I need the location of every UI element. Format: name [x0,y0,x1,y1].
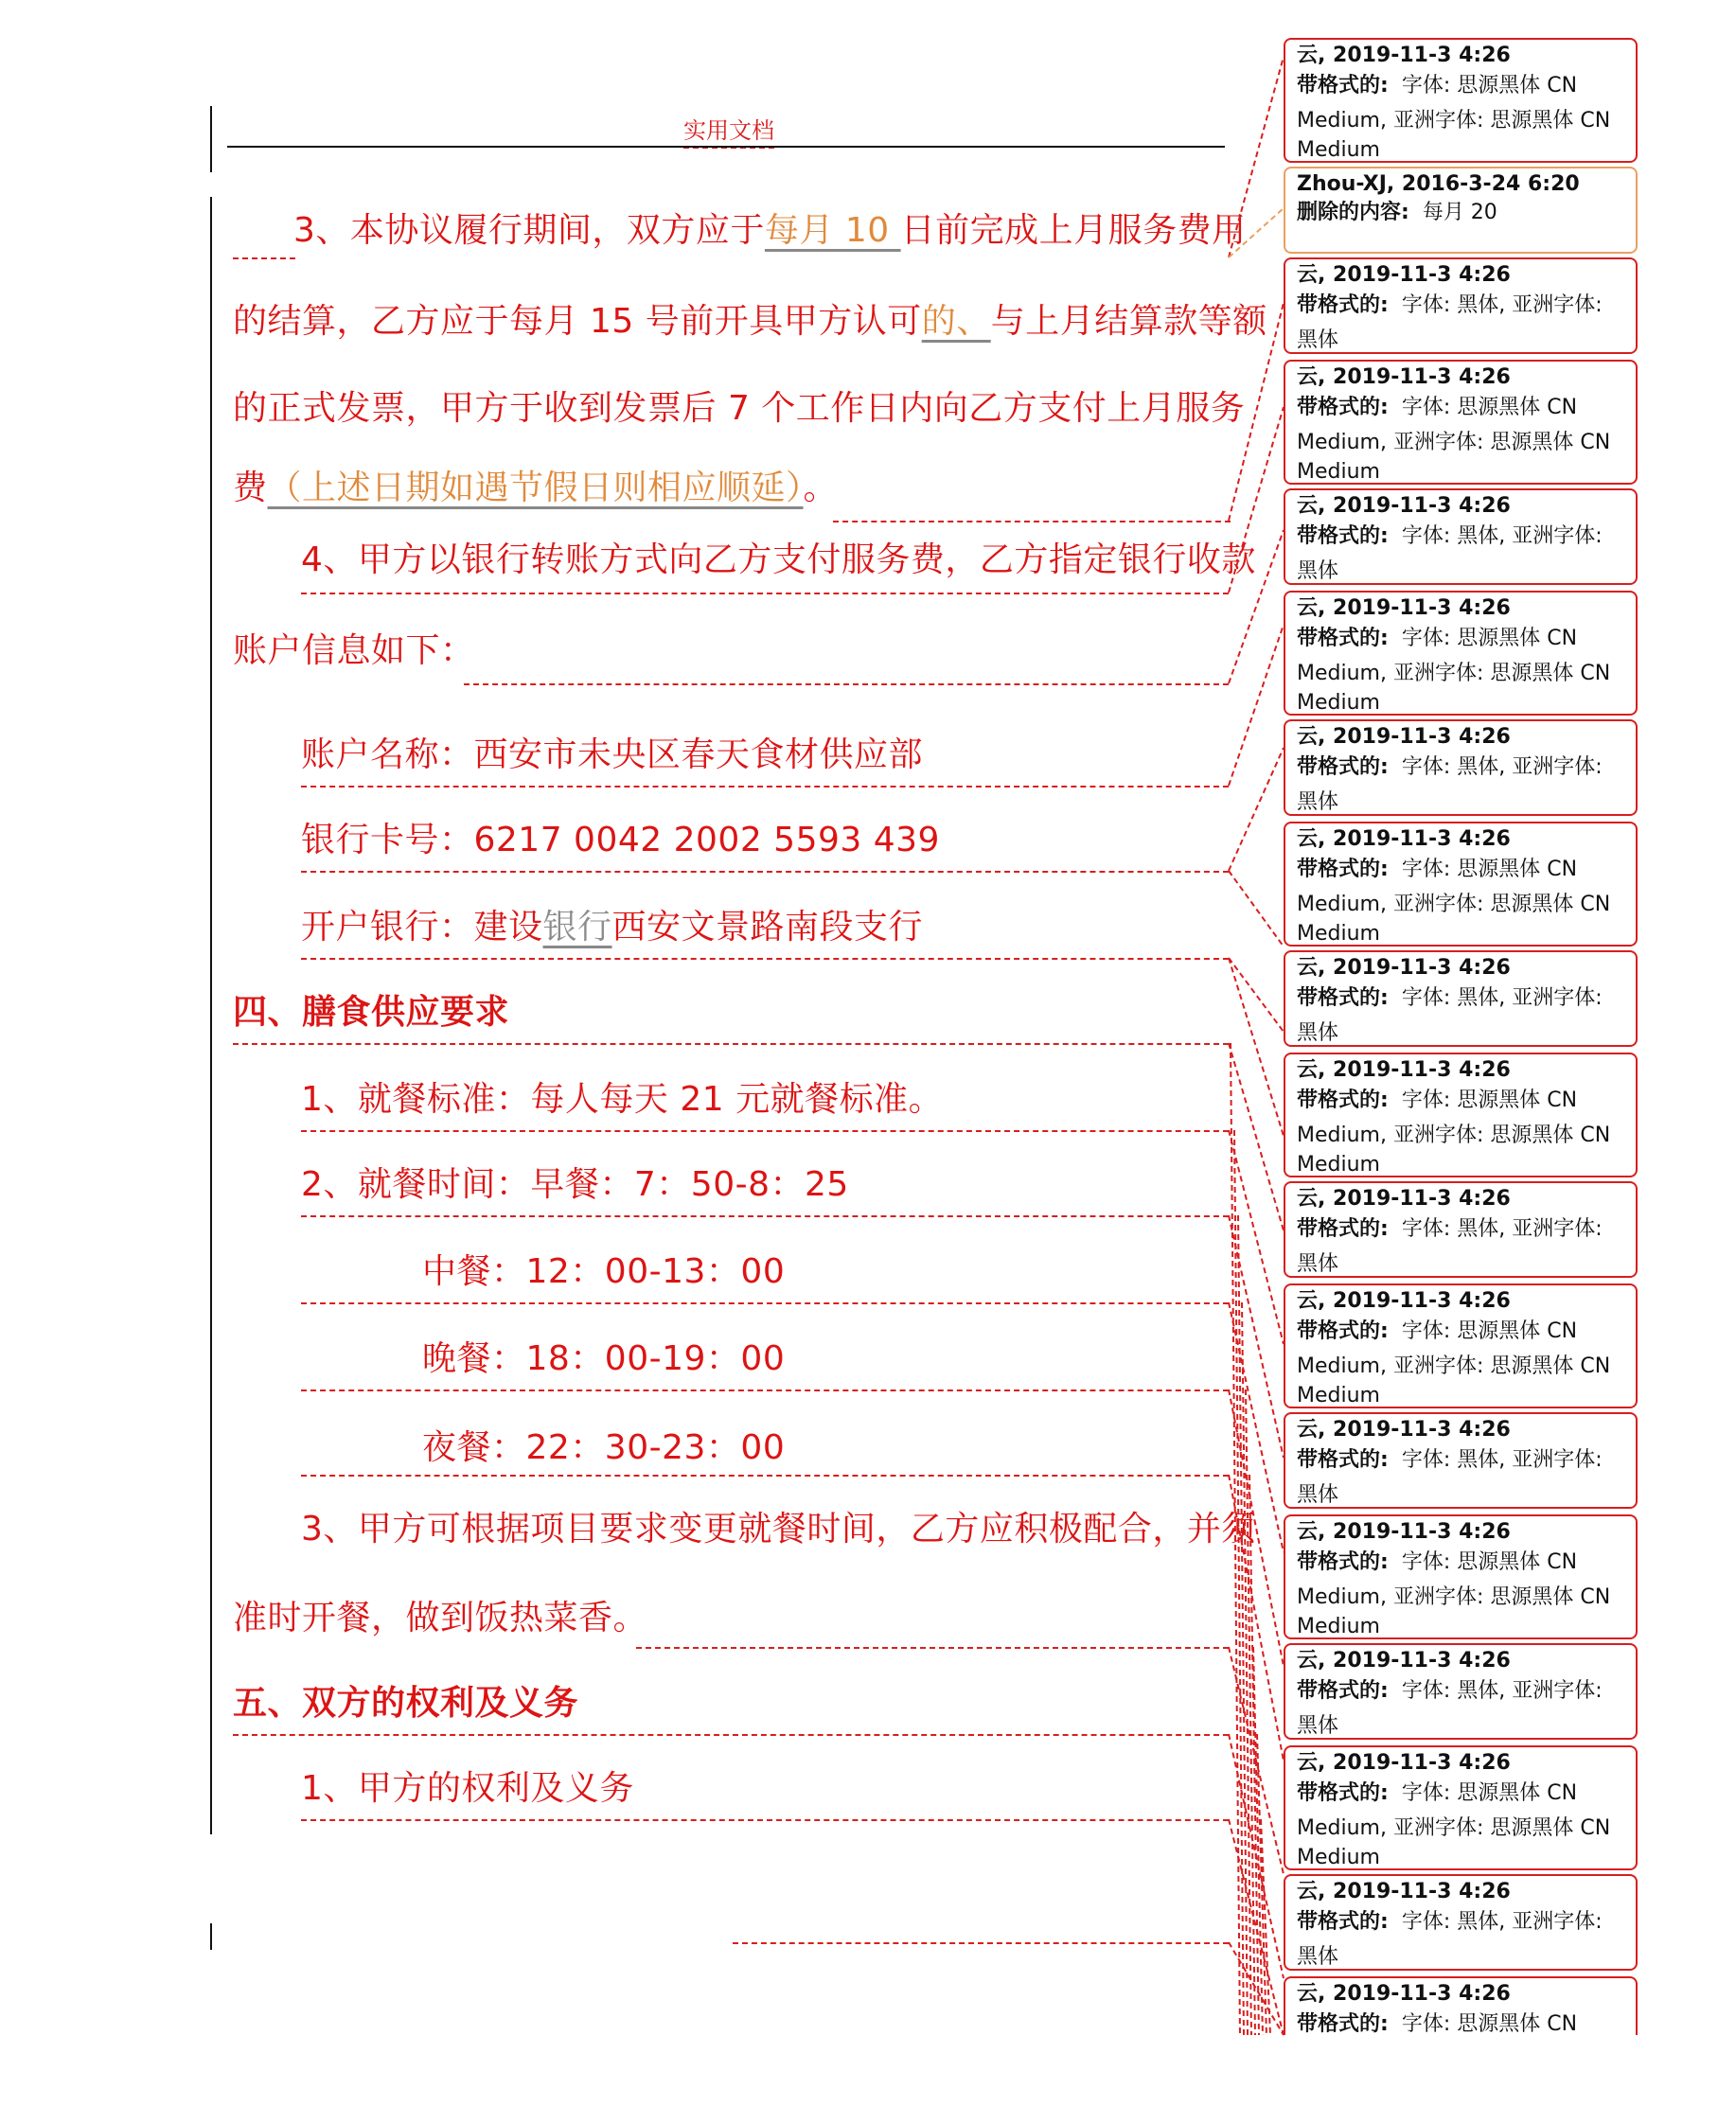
comment-header: 云, 2019-11-3 4:26 [1297,1520,1511,1544]
comment-label: 带格式的: [1297,1217,1389,1241]
comment-line3: Medium [1297,1846,1380,1869]
comment-line2: Medium, 亚洲字体: 思源黑体 CN [1297,662,1611,685]
comment-label: 带格式的: [1297,1319,1389,1343]
para3-line2-inserted: 的、 [921,302,991,341]
meal-standard: 1、就餐标准：每人每天 21 元就餐标准。 [301,1080,944,1119]
comment-header: 云, 2019-11-3 4:26 [1297,1418,1511,1442]
comment-line2: Medium, 亚洲字体: 思源黑体 CN [1297,1585,1611,1609]
meal-time-lunch: 中餐：12：00-13：00 [422,1252,786,1291]
comment-line1: 字体: 思源黑体 CN [1401,396,1578,419]
comment-line2: 黑体 [1297,559,1339,583]
meal-time-breakfast: 2、就餐时间：早餐：7：50-8：25 [301,1165,849,1204]
comment-line1: 字体: 黑体, 亚洲字体: [1401,524,1603,548]
comment-line1: 字体: 思源黑体 CN [1401,1781,1578,1805]
para3-line2-a: 的结算，乙方应于每月 15 号前开具甲方认可 [233,302,922,341]
comment-balloon[interactable] [1284,1053,1638,1177]
comment-line2: Medium, 亚洲字体: 思源黑体 CN [1297,893,1611,916]
item3-line1: 3、甲方可根据项目要求变更就餐时间，乙方应积极配合，并须 [301,1510,1256,1549]
comment-balloon[interactable] [1284,257,1638,354]
comment-line1: 字体: 黑体, 亚洲字体: [1401,293,1603,317]
comment-line3: Medium [1297,1615,1380,1638]
bank-card-number: 银行卡号：6217 0042 2002 5593 439 [301,821,940,859]
comment-line2: 黑体 [1297,1252,1339,1276]
comment-balloon[interactable] [1284,822,1638,947]
document-header-title: 实用文档 [683,112,774,149]
comment-header: 云, 2019-11-3 4:26 [1297,596,1511,620]
comment-balloon[interactable] [1284,167,1638,254]
comment-balloon[interactable] [1284,1976,1638,2035]
comment-header: 云, 2019-11-3 4:26 [1297,44,1511,67]
comment-header: 云, 2019-11-3 4:26 [1297,956,1511,980]
comment-line2: Medium, 亚洲字体: 思源黑体 CN [1297,1354,1611,1378]
comment-line2: 黑体 [1297,1714,1339,1738]
comment-balloon[interactable] [1284,1745,1638,1870]
comment-header: 云, 2019-11-3 4:26 [1297,1982,1511,2006]
comment-line1: 字体: 黑体, 亚洲字体: [1401,755,1603,779]
comment-line2: Medium, 亚洲字体: 思源黑体 CN [1297,1124,1611,1147]
comment-balloon[interactable] [1284,38,1638,163]
comment-label: 带格式的: [1297,1781,1389,1805]
comment-label: 带格式的: [1297,755,1389,779]
meal-time-night: 夜餐：22：30-23：00 [422,1428,786,1467]
comment-line3: Medium [1297,138,1380,162]
comment-header: 云, 2019-11-3 4:26 [1297,1289,1511,1313]
comment-label: 带格式的: [1297,1089,1389,1112]
comment-balloon[interactable] [1284,1412,1638,1509]
comment-line1: 字体: 思源黑体 CN [1401,627,1578,650]
comment-header: 云, 2019-11-3 4:26 [1297,827,1511,851]
para3-line2-b: 与上月结算款等额 [990,302,1267,341]
comment-label: 带格式的: [1297,858,1389,881]
comment-label: 带格式的: [1297,293,1389,317]
comment-header: 云, 2019-11-3 4:26 [1297,1649,1511,1673]
comment-line1: 字体: 黑体, 亚洲字体: [1401,1217,1603,1241]
para4-line1: 4、甲方以银行转账方式向乙方支付服务费，乙方指定银行收款 [301,540,1256,579]
bank-name-gray: 银行 [542,908,612,947]
comment-label: 删除的内容: [1297,201,1409,224]
comment-header: 云, 2019-11-3 4:26 [1297,1058,1511,1082]
para3-line1-inserted: 每月 10 [764,211,901,250]
comment-line3: Medium [1297,1384,1380,1407]
comment-label: 带格式的: [1297,627,1389,650]
comment-line3: Medium [1297,691,1380,715]
para3-line3: 的正式发票，甲方于收到发票后 7 个工作日内向乙方支付上月服务 [233,389,1246,428]
comment-line1: 字体: 黑体, 亚洲字体: [1401,1679,1603,1703]
section4-heading: 四、膳食供应要求 [233,993,510,1032]
comment-balloon[interactable] [1284,591,1638,716]
comment-label: 带格式的: [1297,74,1389,97]
comment-balloon[interactable] [1284,1874,1638,1971]
comment-balloon[interactable] [1284,1514,1638,1639]
comment-label: 带格式的: [1297,986,1389,1010]
bank-name-b: 西安文景路南段支行 [611,908,924,947]
comment-header: 云, 2019-11-3 4:26 [1297,494,1511,518]
comment-header: 云, 2019-11-3 4:26 [1297,1751,1511,1775]
comment-header: 云, 2019-11-3 4:26 [1297,263,1511,287]
comment-header: Zhou-XJ, 2016-3-24 6:20 [1297,172,1580,196]
comment-header: 云, 2019-11-3 4:26 [1297,1187,1511,1211]
comment-line1: 字体: 黑体, 亚洲字体: [1401,986,1603,1010]
comment-balloon[interactable] [1284,950,1638,1047]
comment-balloon[interactable] [1284,360,1638,485]
comment-label: 带格式的: [1297,1448,1389,1472]
comment-line2: 黑体 [1297,1483,1339,1507]
meal-time-dinner: 晚餐：18：00-19：00 [422,1339,786,1378]
comment-line1: 字体: 黑体, 亚洲字体: [1401,1910,1603,1934]
para3-line4-a: 费 [233,469,268,507]
comment-label: 带格式的: [1297,1679,1389,1703]
para3-line1-b: 日前完成上月服务费用 [900,211,1247,250]
comment-balloon[interactable] [1284,1181,1638,1278]
para3-line4-b: 。 [803,469,839,507]
comment-header: 云, 2019-11-3 4:26 [1297,365,1511,389]
comment-line2: 黑体 [1297,1945,1339,1969]
comment-balloon[interactable] [1284,719,1638,816]
comment-balloon[interactable] [1284,488,1638,585]
comment-balloon[interactable] [1284,1643,1638,1740]
comment-label: 带格式的: [1297,524,1389,548]
para3-line1-a: 3、本协议履行期间，双方应于 [293,211,765,250]
comment-line1: 字体: 思源黑体 CN [1401,2012,1578,2035]
comment-header: 云, 2019-11-3 4:26 [1297,1880,1511,1903]
comment-line3: Medium [1297,460,1380,484]
comment-line1: 字体: 思源黑体 CN [1401,1089,1578,1112]
comment-line1: 每月 20 [1422,201,1497,224]
para3-line4-inserted: （上述日期如遇节假日则相应顺延） [267,469,804,507]
comment-balloon[interactable] [1284,1283,1638,1408]
comment-label: 带格式的: [1297,1550,1389,1574]
comment-label: 带格式的: [1297,2012,1389,2035]
comment-line1: 字体: 思源黑体 CN [1401,1319,1578,1343]
comment-line1: 字体: 思源黑体 CN [1401,858,1578,881]
item3-line2: 准时开餐，做到饭热菜香。 [233,1599,648,1637]
comment-line3: Medium [1297,1153,1380,1177]
comment-header: 云, 2019-11-3 4:26 [1297,725,1511,749]
para4-line2: 账户信息如下： [233,631,475,670]
comment-line2: Medium, 亚洲字体: 思源黑体 CN [1297,109,1611,133]
section5-item1: 1、甲方的权利及义务 [301,1769,634,1808]
comment-line1: 字体: 思源黑体 CN [1401,1550,1578,1574]
comment-line1: 字体: 思源黑体 CN [1401,74,1578,97]
bank-name-a: 开户银行：建设 [301,908,543,947]
section5-heading: 五、双方的权利及义务 [233,1684,579,1723]
comment-line2: Medium, 亚洲字体: 思源黑体 CN [1297,431,1611,454]
comment-line2: 黑体 [1297,328,1339,352]
comment-line3: Medium [1297,922,1380,946]
comment-label: 带格式的: [1297,396,1389,419]
comment-label: 带格式的: [1297,1910,1389,1934]
account-name: 账户名称：西安市未央区春天食材供应部 [301,735,924,774]
comment-line2: 黑体 [1297,790,1339,814]
comment-line2: 黑体 [1297,1021,1339,1045]
comment-line2: Medium, 亚洲字体: 思源黑体 CN [1297,1816,1611,1840]
comment-line1: 字体: 黑体, 亚洲字体: [1401,1448,1603,1472]
